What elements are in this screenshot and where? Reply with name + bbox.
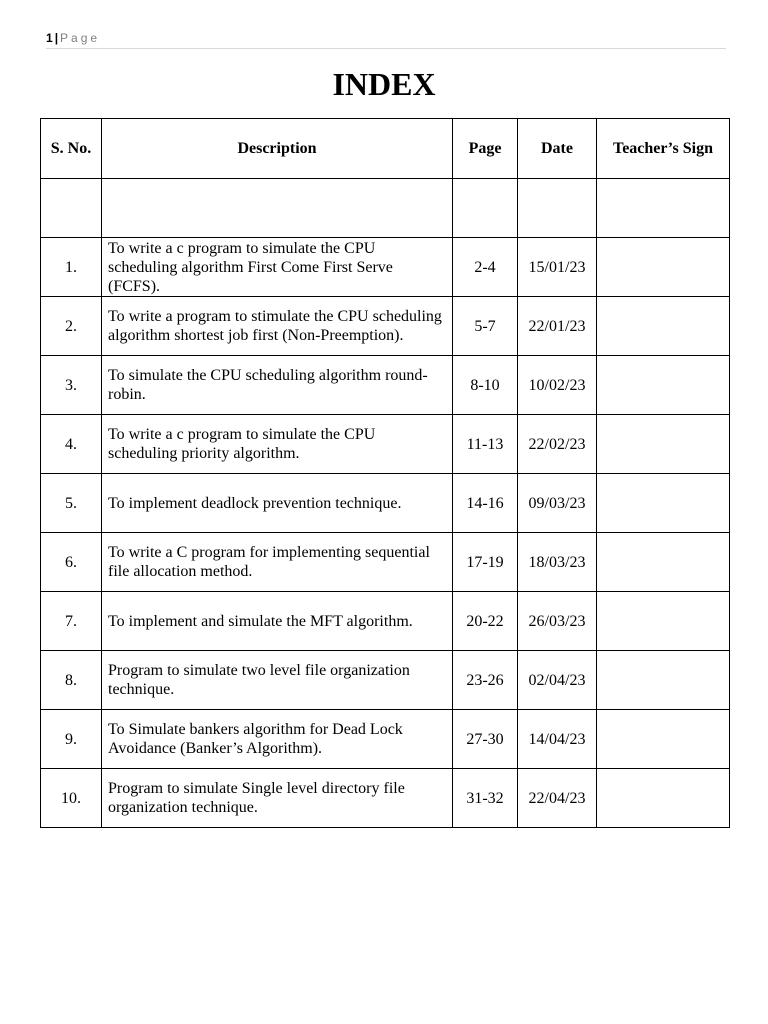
cell-description: To implement and simulate the MFT algorithm. — [102, 592, 453, 651]
cell-teachers-sign — [597, 356, 730, 415]
cell-description: To write a C program for implementing sequential file allocation method. — [102, 533, 453, 592]
cell-date: 22/02/23 — [518, 415, 597, 474]
cell-date: 09/03/23 — [518, 474, 597, 533]
table-row — [41, 651, 730, 710]
cell-page: 14-16 — [453, 474, 518, 533]
cell-teachers-sign — [597, 533, 730, 592]
table-row — [41, 710, 730, 769]
cell-teachers-sign — [597, 769, 730, 828]
cell-teachers-sign — [597, 415, 730, 474]
cell-description: To write a c program to simulate the CPU scheduling priority algorithm. — [102, 415, 453, 474]
cell-teachers-sign — [597, 297, 730, 356]
cell-page: 11-13 — [453, 415, 518, 474]
index-table — [40, 118, 730, 828]
header-sno: S. No. — [41, 119, 102, 179]
header-date: Date — [518, 119, 597, 179]
cell-sno: 5. — [41, 474, 102, 533]
table-row — [41, 474, 730, 533]
cell-page: 5-7 — [453, 297, 518, 356]
table-row — [41, 415, 730, 474]
cell-date: 02/04/23 — [518, 651, 597, 710]
cell-page: 27-30 — [453, 710, 518, 769]
cell-sno: 6. — [41, 533, 102, 592]
cell-sno: 8. — [41, 651, 102, 710]
blank-row — [41, 179, 730, 238]
cell-sno: 1. — [41, 238, 102, 297]
cell-description: To simulate the CPU scheduling algorithm round-robin. — [102, 356, 453, 415]
cell-teachers-sign — [597, 474, 730, 533]
cell-page: 20-22 — [453, 592, 518, 651]
cell-description: To write a program to stimulate the CPU scheduling algorithm shortest job first (Non-Preemption). — [102, 297, 453, 356]
cell-date: 14/04/23 — [518, 710, 597, 769]
cell-description: To Simulate bankers algorithm for Dead Lock Avoidance (Banker’s Algorithm). — [102, 710, 453, 769]
blank-cell — [102, 179, 453, 238]
cell-description: To write a c program to simulate the CPU scheduling algorithm First Come First Serve (FCFS). — [102, 238, 453, 297]
header-page: Page — [453, 119, 518, 179]
table-row — [41, 297, 730, 356]
page-number: 1 — [46, 31, 53, 45]
cell-teachers-sign — [597, 592, 730, 651]
cell-page: 23-26 — [453, 651, 518, 710]
blank-cell — [453, 179, 518, 238]
cell-sno: 9. — [41, 710, 102, 769]
header-description: Description — [102, 119, 453, 179]
cell-sno: 4. — [41, 415, 102, 474]
cell-page: 8-10 — [453, 356, 518, 415]
cell-date: 10/02/23 — [518, 356, 597, 415]
page-label: Page — [60, 31, 101, 45]
page-header — [46, 30, 726, 49]
table-row — [41, 356, 730, 415]
cell-sno: 10. — [41, 769, 102, 828]
cell-description: To implement deadlock prevention technique. — [102, 474, 453, 533]
page-separator: | — [54, 31, 59, 45]
document-title: INDEX — [332, 66, 436, 102]
blank-cell — [518, 179, 597, 238]
blank-cell — [41, 179, 102, 238]
cell-description: Program to simulate two level file organization technique. — [102, 651, 453, 710]
table-row — [41, 533, 730, 592]
cell-date: 26/03/23 — [518, 592, 597, 651]
cell-sno: 7. — [41, 592, 102, 651]
cell-teachers-sign — [597, 710, 730, 769]
blank-cell — [597, 179, 730, 238]
cell-sno: 3. — [41, 356, 102, 415]
cell-page: 2-4 — [453, 238, 518, 297]
cell-page: 17-19 — [453, 533, 518, 592]
cell-date: 18/03/23 — [518, 533, 597, 592]
cell-sno: 2. — [41, 297, 102, 356]
table-row — [41, 769, 730, 828]
cell-date: 22/04/23 — [518, 769, 597, 828]
table-row — [41, 238, 730, 297]
header-teachers-sign: Teacher’s Sign — [597, 119, 730, 179]
cell-date: 15/01/23 — [518, 238, 597, 297]
cell-teachers-sign — [597, 238, 730, 297]
cell-page: 31-32 — [453, 769, 518, 828]
table-header-row — [41, 119, 730, 179]
table-row — [41, 592, 730, 651]
cell-date: 22/01/23 — [518, 297, 597, 356]
cell-teachers-sign — [597, 651, 730, 710]
cell-description: Program to simulate Single level directory file organization technique. — [102, 769, 453, 828]
